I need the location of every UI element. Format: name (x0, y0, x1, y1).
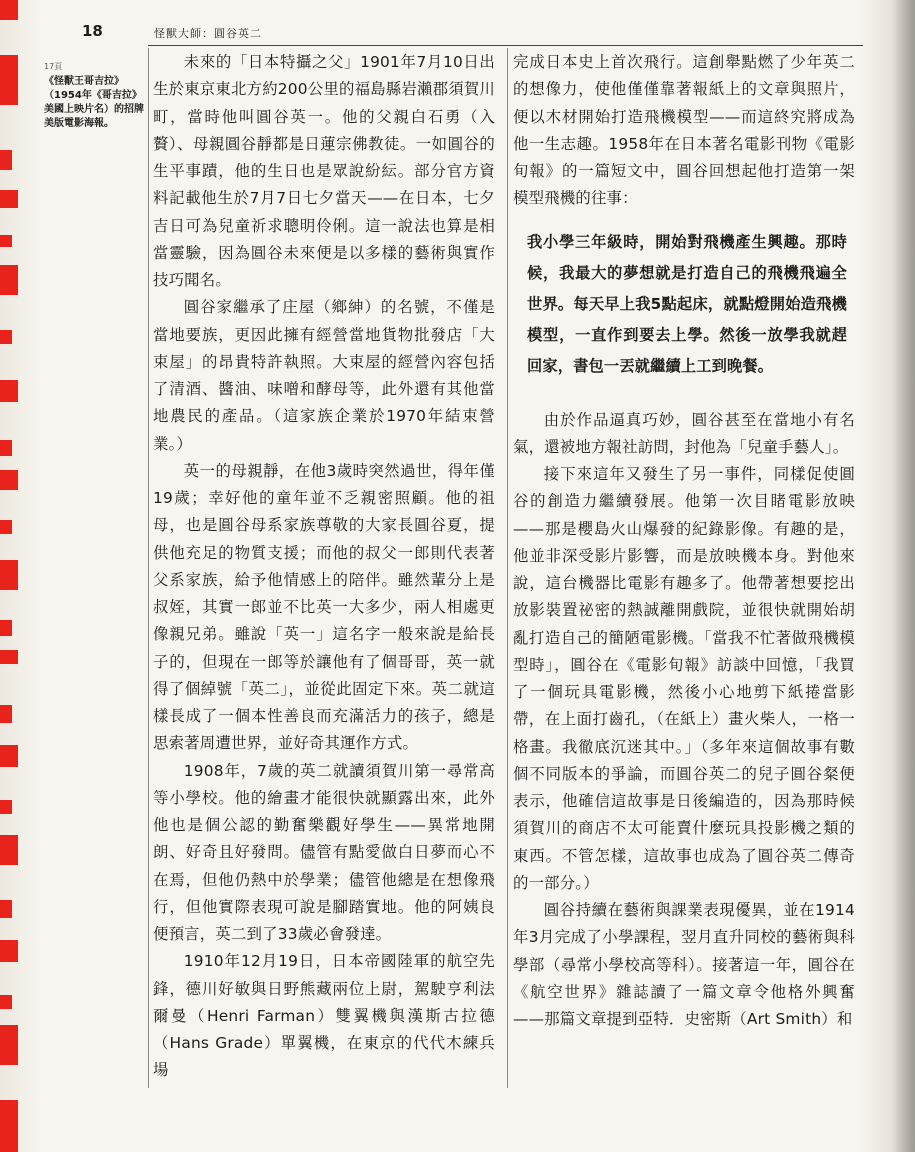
header-rule (148, 45, 863, 46)
edge-tab (0, 440, 12, 456)
running-title: 怪獸大師：圓谷英二 (154, 27, 262, 40)
edge-tab (0, 835, 18, 865)
paragraph: 圓谷家繼承了庄屋（鄉紳）的名號，不僅是當地要族，更因此擁有經營當地貨物批發店「大束屋」的昂貴特許執照。大束屋的經營內容包括了清酒、醬油、味噌和酵母等，此外還有其他當地農民的產品。（這家族企業於1970年結束營業。） (153, 298, 495, 453)
edge-tab (0, 470, 18, 490)
paragraph: 接下來這年又發生了另一事件，同樣促使圓谷的創造力繼續發展。他第一次目睹電影放映——那是櫻島火山爆發的紀錄影像。有趣的是，他並非深受影片影響，而是放映機本身。對他來說，這台機器比電影有趣多了。他帶著想要挖出放影裝置祕密的熱誠離開戲院，並很快就開始胡亂打造自己的簡陋電影機。「當我不忙著做飛機模型時」，圓谷在《電影旬報》訪談中回憶，「我買了一個玩具電影機，然後小心地剪下紙捲當影帶，在上面打齒孔，（在紙上）畫火柴人，一格一格畫。我徹底沉迷其中。」（多年來這個故事有數個不同版本的爭論，而圓谷英二的兒子圓谷粲便表示，他確信這故事是日後編造的，因為那時候須賀川的商店不太可能賣什麼玩具投影機之類的東西。不管怎樣，這故事也成為了圓谷英二傳奇的一部分。） (513, 465, 855, 892)
paragraph: 1910年12月19日，日本帝國陸軍的航空先鋒，德川好敏與日野熊藏兩位上尉，駕駛亨利法爾曼（Henri Farman）雙翼機與漢斯古拉德（Hans Grade）單翼機，在東京的代代木練兵場 (153, 952, 495, 1080)
figure-caption (44, 60, 144, 131)
edge-tab (0, 940, 18, 962)
column-rule-middle (507, 48, 508, 1088)
text-column-left (153, 49, 495, 1085)
column-rule-left (148, 48, 149, 1088)
edge-tab (0, 800, 12, 814)
edge-tab (0, 995, 12, 1009)
edge-tab (0, 900, 12, 918)
text-column-right (513, 49, 855, 1033)
paragraph: 由於作品逼真巧妙，圓谷甚至在當地小有名氣，還被地方報社訪問，封他為「兒童手藝人」。 (513, 410, 855, 456)
edge-tab (0, 265, 18, 295)
block-quote: 我小學三年級時，開始對飛機產生興趣。那時候，我最大的夢想就是打造自己的飛機飛遍全世界。每天早上我5點起床，就點燈開始造飛機模型，一直作到要去上學。然後一放學我就趕回家，書包一丟就繼續上工到晚餐。 (527, 232, 847, 375)
edge-tab (0, 380, 18, 402)
paragraph: 英一的母親靜，在他3歲時突然過世，得年僅19歲；幸好他的童年並不乏親密照顧。他的祖母，也是圓谷母系家族尊敬的大家長圓谷夏，提供他充足的物質支援；而他的叔父一郎則代表著父系家族，給予他情感上的陪伴。雖然輩分上是叔姪，其實一郎並不比英一大多少，兩人相處更像親兄弟。雖說「英一」這名字一般來說是給長子的，但現在一郎等於讓他有了個哥哥，英一就得了個綽號「英二」，並從此固定下來。英二就這樣長成了一個本性善良而充滿活力的孩子，總是思索著周遭世界，並好奇其運作方式。 (153, 461, 495, 753)
edge-tab (0, 235, 12, 247)
edge-tab (0, 1025, 18, 1065)
edge-tab (0, 1100, 18, 1152)
edge-tab (0, 520, 12, 534)
binding-shadow (891, 0, 915, 1152)
edge-tab (0, 190, 18, 208)
paragraph: 未來的「日本特攝之父」1901年7月10日出生於東京東北方約200公里的福島縣岩瀨郡須賀川町，當時他叫圓谷英一。他的父親白石勇（入贅）、母親圓谷靜都是日蓮宗佛教徒。一如圓谷的生平事蹟，他的生日也是眾說紛紜。部分官方資料記載他生於7月7日七夕當天——在日本，七夕吉日可為兒童祈求聰明伶俐。這一說法也算是相當靈驗，因為圓谷未來便是以多樣的藝術與實作技巧聞名。 (153, 53, 495, 289)
page-edge-tabs (0, 0, 22, 1152)
edge-tab (0, 560, 18, 590)
caption-text: 《怪獸王哥吉拉》（1954年《哥吉拉》美國上映片名）的招牌美版電影海報。 (44, 76, 144, 129)
edge-tab (0, 620, 12, 636)
edge-tab (0, 330, 12, 344)
edge-tab (0, 745, 18, 767)
edge-tab (0, 150, 12, 170)
edge-tab (0, 705, 12, 723)
paragraph: 完成日本史上首次飛行。這創舉點燃了少年英二的想像力，使他僅僅靠著報紙上的文章與照片，便以木材開始打造飛機模型——而這終究將成為他一生志趣。1958年在日本著名電影刊物《電影旬報》的一篇短文中，圓谷回想起他打造第一架模型飛機的往事： (513, 53, 855, 208)
edge-tab (0, 0, 18, 20)
edge-tab (0, 55, 18, 105)
paragraph: 1908年，7歲的英二就讀須賀川第一尋常高等小學校。他的繪畫才能很快就顯露出來，此外他也是個公認的勤奮樂觀好學生——異常地開朗、好奇且好發問。儘管有點愛做白日夢而心不在焉，但他仍熱中於學業；儘管他總是在想像飛行，但他實際表現可說是腳踏實地。他的阿姨良便預言，英二到了33歲必會發達。 (153, 761, 495, 943)
paragraph: 圓谷持續在藝術與課業表現優異，並在1914年3月完成了小學課程，翌月直升同校的藝術與科學部（尋常小學校高等科）。接著這一年，圓谷在《航空世界》雜誌讀了一篇文章令他格外興奮——那篇文章提到亞特．史密斯（Art Smith）和 (513, 901, 855, 1028)
edge-tab (0, 650, 18, 664)
page-number: 18 (82, 22, 103, 40)
caption-page-ref: 17頁 (44, 62, 63, 71)
